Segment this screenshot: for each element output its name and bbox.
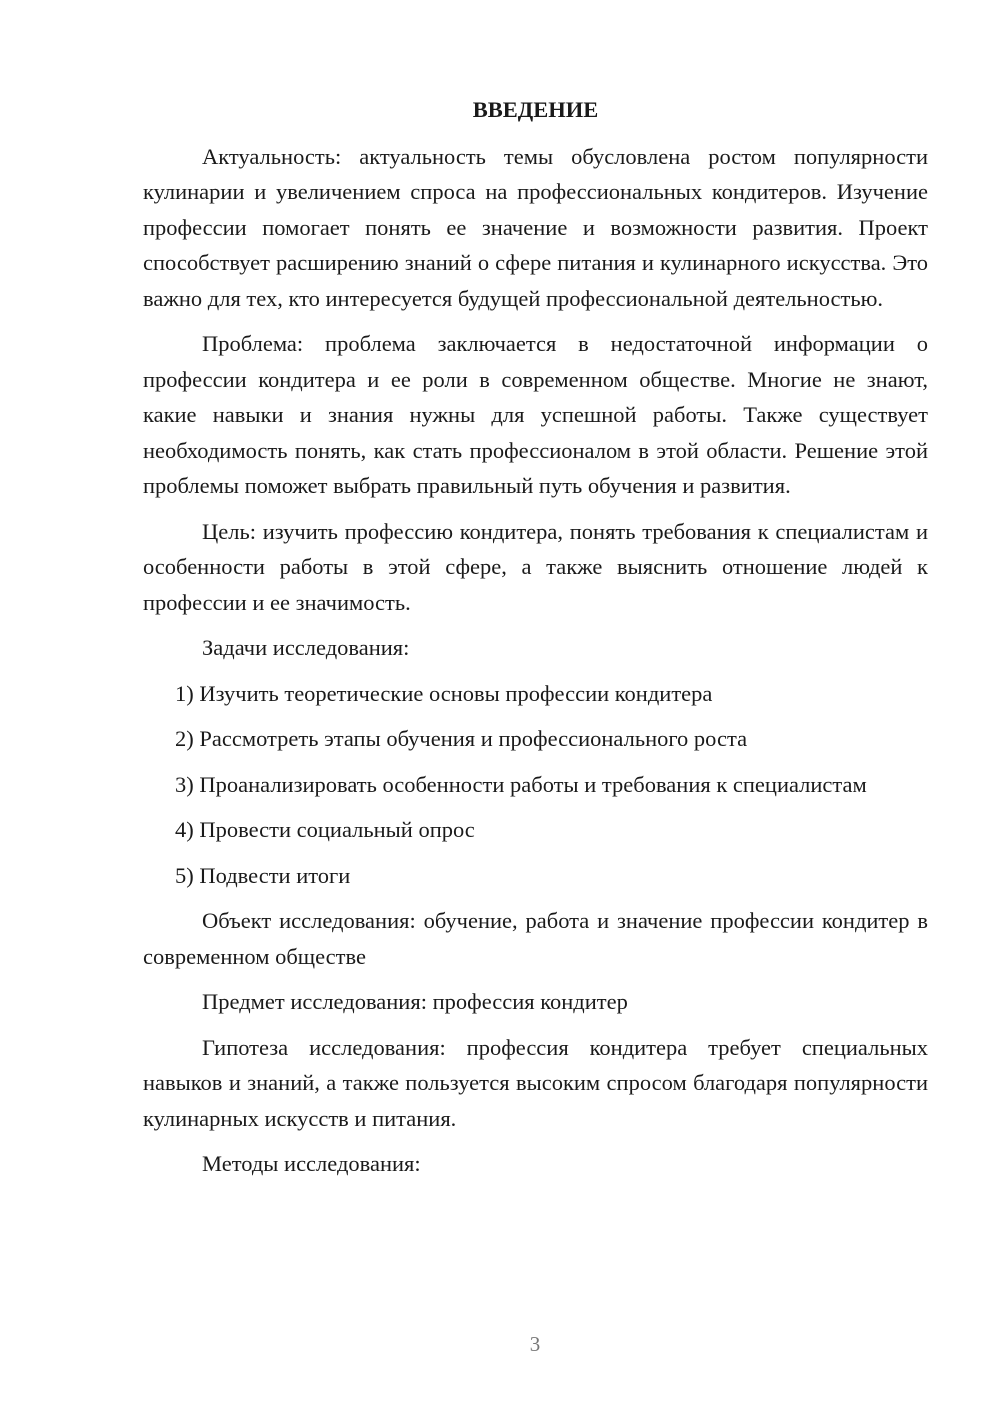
hypothesis-paragraph: Гипотеза исследования: профессия кондитера требует специальных навыков и знаний, а также пользуется высоким спросом благодаря популярности кулинарных искусств и питания.: [143, 1034, 928, 1131]
task-item-5: 5) Подвести итоги: [175, 862, 351, 888]
section-heading: ВВЕДЕНИЕ: [472, 97, 599, 122]
problem-paragraph: Проблема: проблема заключается в недостаточной информации о профессии кондитера и ее роли в современном обществе. Многие не знают, какие навыки и знания нужны для успешной работы. Также существует необходимость понять, как стать профессионалом в этой области. Решение этой проблемы поможет выбрать правильный путь обучения и развития.: [143, 331, 928, 498]
task-item-2: 2) Рассмотреть этапы обучения и профессионального роста: [175, 726, 748, 751]
goal-paragraph: Цель: изучить профессию кондитера, понять требования к специалистам и особенности работы в этой сфере, а также выяснить отношение людей к профессии и ее значимость.: [143, 518, 928, 615]
subject-paragraph: Предмет исследования: профессия кондитер: [202, 989, 628, 1014]
page-content: [143, 92, 928, 1192]
task-item-1: 1) Изучить теоретические основы профессии кондитера: [175, 680, 713, 706]
relevance-paragraph: Актуальность: актуальность темы обусловлена ростом популярности кулинарии и увеличением спроса на профессиональных кондитеров. Изучение профессии помогает понять ее значение и возможности развития. Проект способствует расширению знаний о сфере питания и кулинарного искусства. Это важно для тех, кто интересуется будущей профессиональной деятельностью.: [143, 143, 928, 311]
task-item-4: 4) Провести социальный опрос: [175, 817, 475, 842]
methods-heading: Методы исследования:: [202, 1151, 421, 1176]
object-paragraph: Объект исследования: обучение, работа и значение профессии кондитер в современном обществе: [143, 908, 928, 969]
task-item-3: 3) Проанализировать особенности работы и требования к специалистам: [175, 771, 867, 797]
tasks-heading: Задачи исследования:: [202, 635, 410, 660]
page-number: 3: [529, 1332, 541, 1356]
